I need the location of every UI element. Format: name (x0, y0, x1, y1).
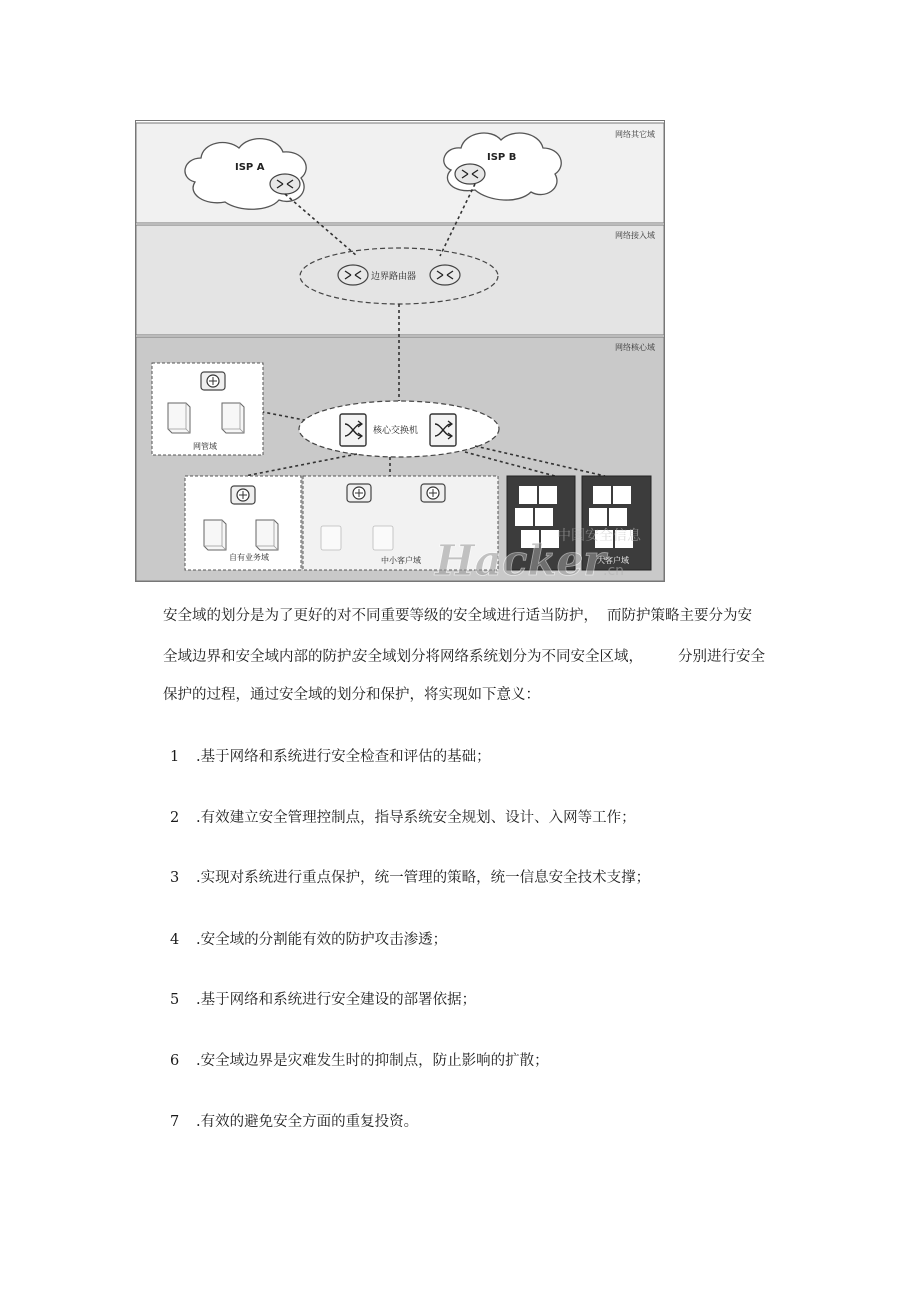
list-item-text: .基于网络和系统进行安全检查和评估的基础； (196, 749, 491, 765)
border-router-icon-2 (430, 265, 460, 285)
zone-other-label: 网络其它域 (615, 130, 655, 139)
list-item-number: 3 (170, 870, 180, 886)
sme-zone-label: 中小客户域 (381, 556, 421, 565)
list-item (170, 928, 447, 949)
intro-line-1-part-2: 而防护策略主要分为安 (607, 608, 752, 624)
list-item-number: 4 (170, 932, 180, 948)
list-item (170, 1110, 418, 1131)
intro-line-2-part-2: 安全域划分将网络系统划分为不同安全区域， (353, 649, 643, 665)
network-security-zone-diagram (135, 120, 665, 582)
own-business-zone-label: 自有业务域 (229, 553, 269, 562)
zone-access-label: 网络接入域 (615, 231, 655, 240)
isp-b-router-icon (455, 164, 485, 184)
sme-router-icon-2 (421, 484, 445, 502)
list-item-text: .实现对系统进行重点保护，统一管理的策略，统一信息安全技术支撑； (196, 870, 651, 886)
box-management-zone (152, 363, 263, 455)
sme-server-icon-2 (373, 526, 393, 550)
box-own-business-zone (185, 476, 301, 570)
intro-line-2-part-3: 分别进行安全 (678, 649, 765, 665)
core-switch-group (299, 401, 499, 457)
list-item-text: .有效的避免安全方面的重复投资。 (196, 1114, 419, 1130)
list-item-number: 5 (170, 992, 180, 1008)
watermark-brand-text: Hacker (435, 536, 606, 582)
core-switch-icon-1 (340, 414, 366, 446)
mgmt-server-icon-2 (222, 403, 244, 433)
list-item (170, 745, 491, 766)
list-item (170, 1049, 549, 1070)
watermark-suffix-text: .cn (603, 563, 625, 579)
own-business-server-icon-2 (256, 520, 278, 550)
intro-line-1-part-1: 安全域的划分是为了更好的对不同重要等级的安全域进行适当防护， (163, 608, 598, 624)
mgmt-server-icon-1 (168, 403, 190, 433)
watermark-site-text: 中国安全信息 (557, 528, 641, 544)
list-item (170, 988, 476, 1009)
list-item-text: .基于网络和系统进行安全建设的部署依据； (196, 992, 477, 1008)
isp-a-router-icon (270, 174, 300, 194)
border-router-label: 边界路由器 (371, 272, 417, 282)
intro-line-3-text: 保护的过程，通过安全域的划分和保护，将实现如下意义： (163, 687, 540, 703)
zone-core-label: 网络核心域 (615, 343, 655, 352)
list-item-number: 1 (170, 749, 180, 765)
core-switch-label: 核心交换机 (373, 426, 419, 436)
sme-router-icon-1 (347, 484, 371, 502)
sme-server-icon-1 (321, 526, 341, 550)
list-item (170, 866, 650, 887)
mgmt-router-icon (201, 372, 225, 390)
border-router-icon-1 (338, 265, 368, 285)
core-switch-icon-2 (430, 414, 456, 446)
intro-line-2-part-1: 全域边界和安全域内部的防护。 (163, 649, 366, 665)
list-item-number: 7 (170, 1114, 180, 1130)
own-business-server-icon-1 (204, 520, 226, 550)
mgmt-zone-label: 网管域 (193, 442, 217, 451)
list-item-text: .安全域边界是灾难发生时的抑制点，防止影响的扩散； (196, 1053, 549, 1069)
isp-a-label: ISP A (235, 162, 265, 173)
key-customer-zone-label: 大客户域 (597, 556, 629, 565)
list-item-text: .有效建立安全管理控制点，指导系统安全规划、设计、入网等工作； (196, 810, 636, 826)
list-item-number: 2 (170, 810, 180, 826)
own-business-router-icon (231, 486, 255, 504)
list-item-number: 6 (170, 1053, 180, 1069)
list-item-text: .安全域的分割能有效的防护攻击渗透； (196, 932, 448, 948)
isp-b-label: ISP B (487, 152, 517, 163)
list-item (170, 806, 636, 827)
